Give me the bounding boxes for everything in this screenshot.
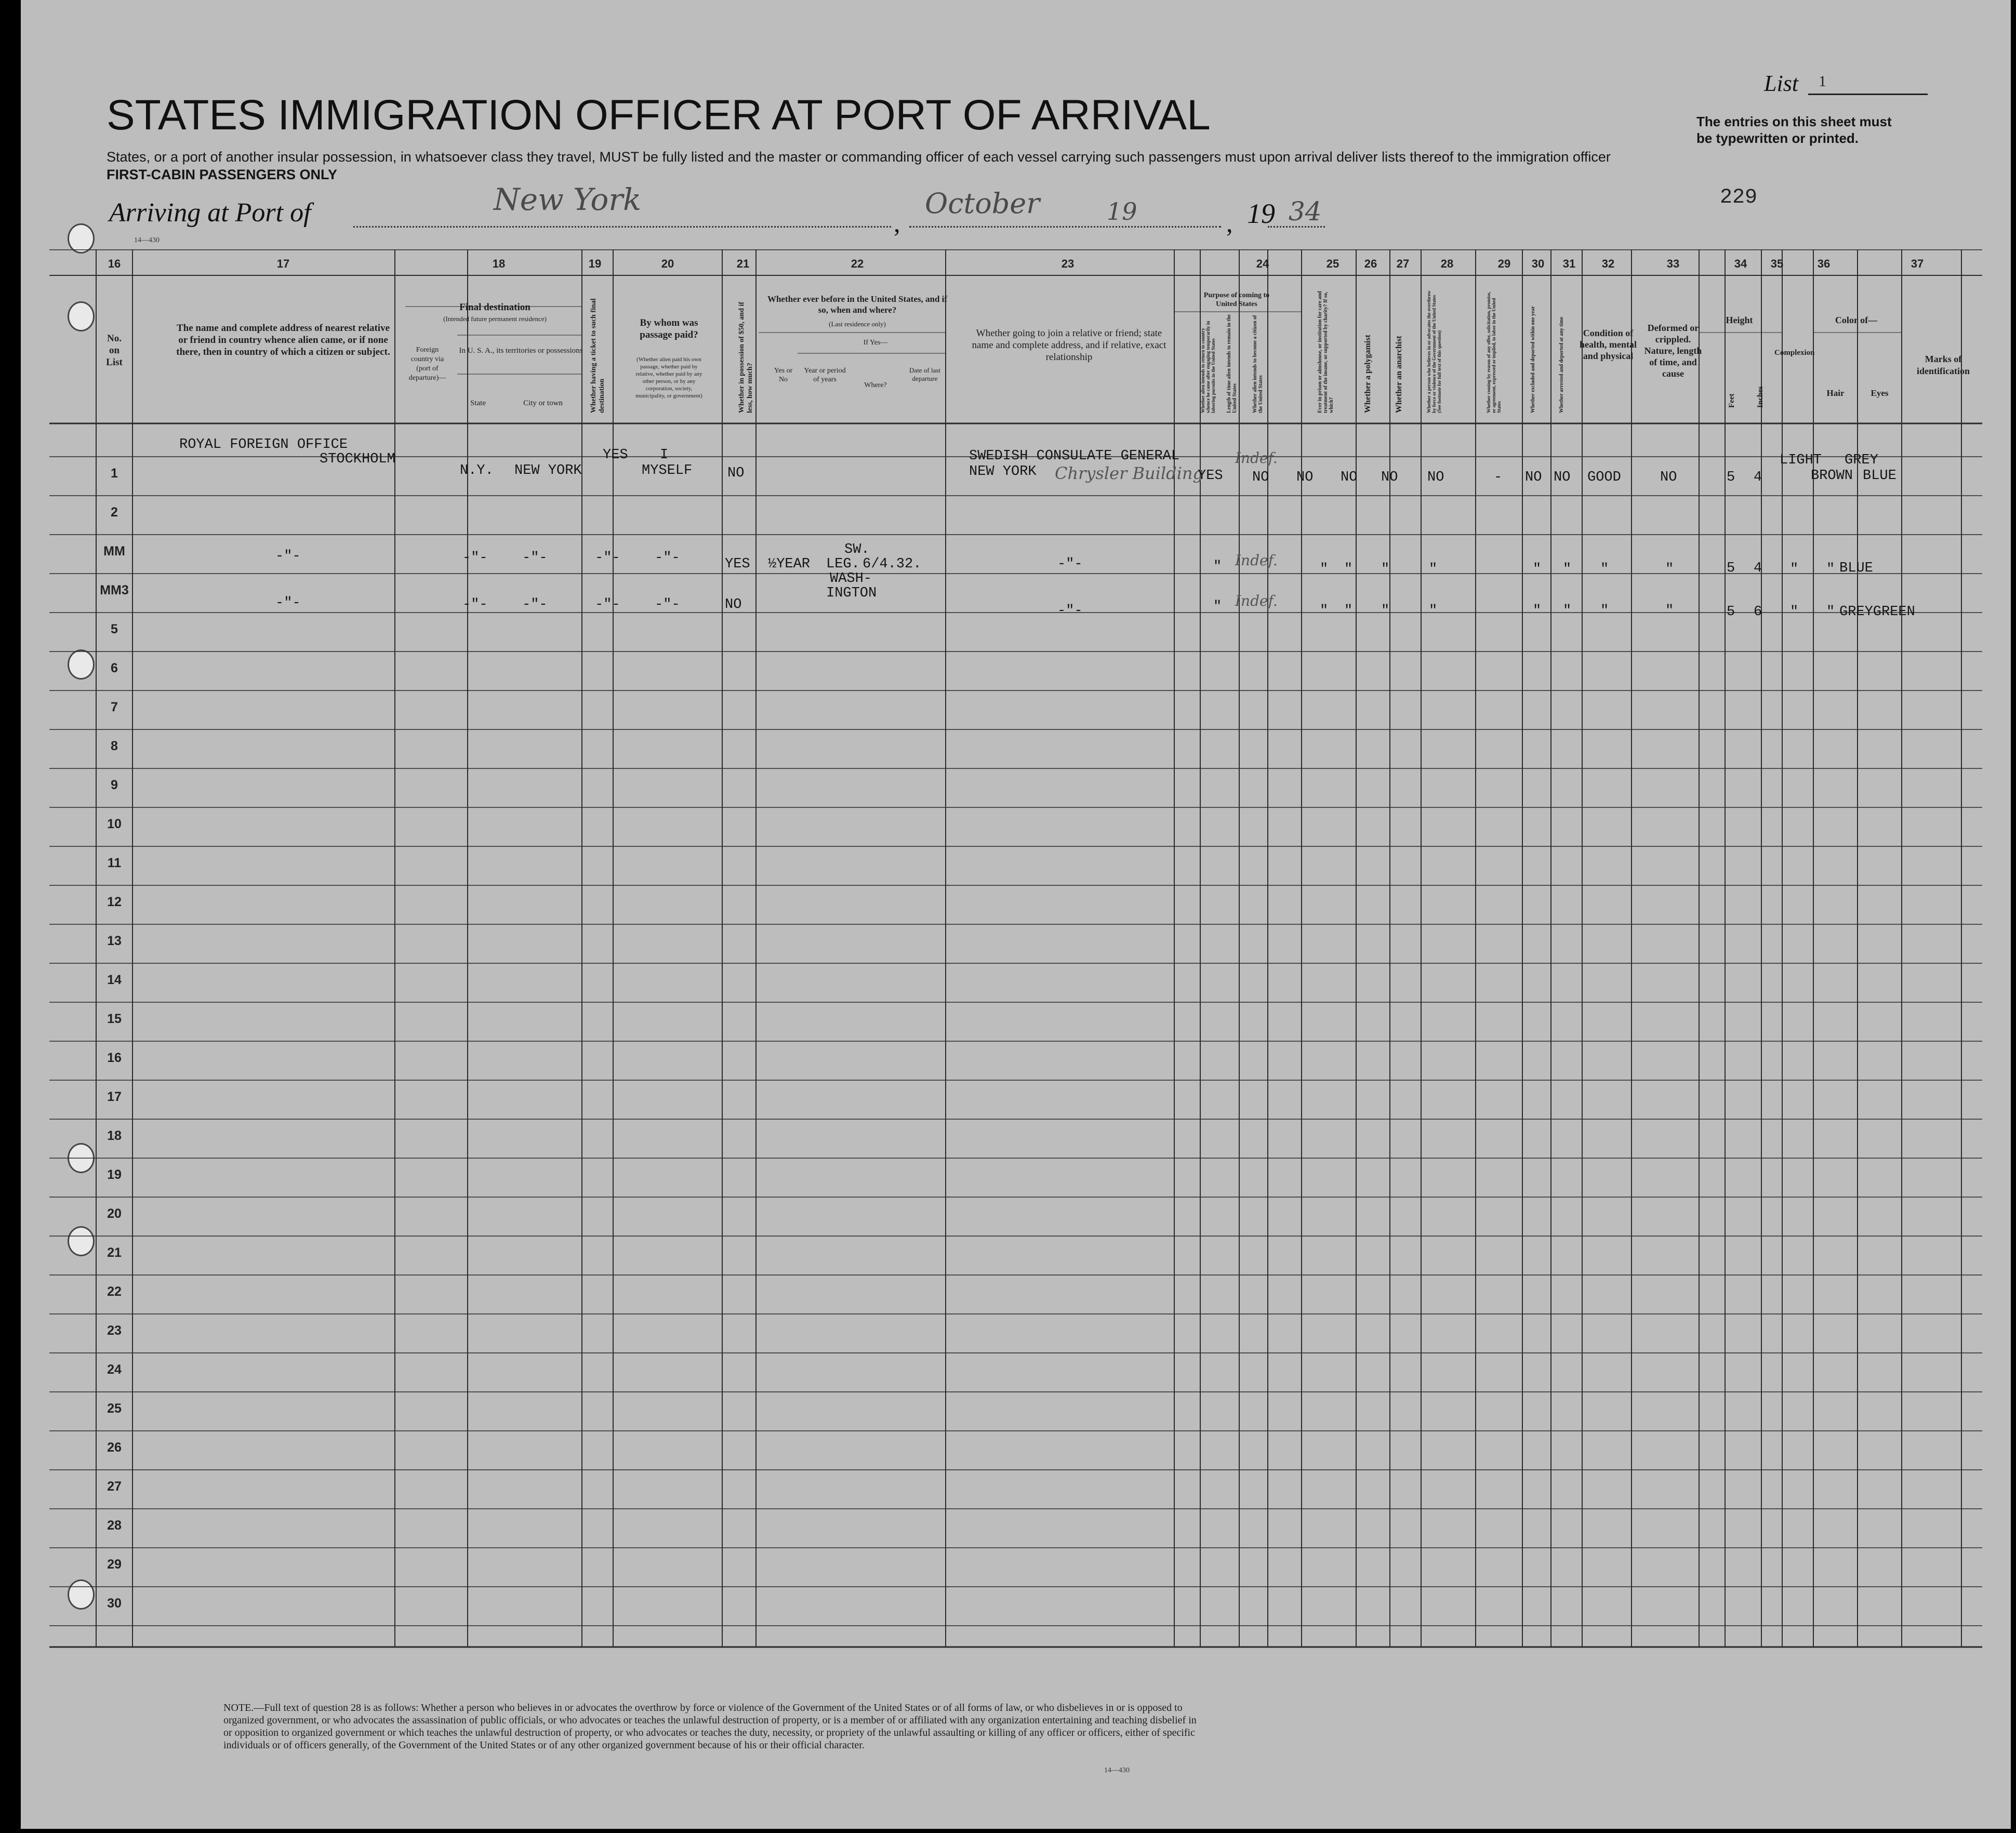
- row-number: 23: [107, 1323, 122, 1338]
- r3-year-period: ½YEAR: [768, 556, 811, 572]
- year-prefix: 19: [1247, 198, 1275, 229]
- r4-inches: 6: [1754, 604, 1762, 620]
- r3-inches: 4: [1754, 561, 1762, 576]
- column-number: 33: [1666, 257, 1680, 270]
- port-dotted-line: [353, 226, 891, 228]
- row-number: 15: [107, 1012, 122, 1026]
- column-number: 20: [661, 257, 674, 270]
- arriving-label: Arriving at Port of: [109, 198, 311, 228]
- r1-deformed: NO: [1660, 470, 1677, 485]
- header-ever-before: Whether ever before in the United States, and if so, when and where?: [767, 294, 948, 315]
- header-no-on-list: No. on List: [106, 333, 123, 368]
- r1-hair: BROWN: [1811, 468, 1853, 484]
- row-number: 14: [107, 973, 122, 987]
- r3-ditto: ": [1563, 562, 1572, 577]
- r3-intends-return: ": [1213, 559, 1222, 575]
- r4-ticket: -"-: [595, 597, 620, 613]
- header-date-departure: Date of last departure: [909, 366, 940, 382]
- r4-intends-return: ": [1213, 599, 1222, 615]
- row-number: 27: [107, 1479, 122, 1494]
- r4-ditto: ": [1563, 603, 1572, 619]
- r4-ditto: ": [1826, 604, 1835, 620]
- row-number: 8: [111, 739, 118, 753]
- month-handwritten: October: [925, 187, 1040, 220]
- header-city: City or town: [523, 399, 563, 407]
- r1-complexion: LIGHT: [1780, 453, 1822, 468]
- r1-city: NEW YORK: [514, 463, 582, 479]
- row-number: 5: [111, 622, 118, 636]
- header-polygamist: Whether a polygamist: [1363, 335, 1372, 413]
- column-number: 37: [1911, 257, 1924, 270]
- header-labor-offer: Whether coming by reason of any offer, solicitation, promise, or agreement, expressed or implied, to labor in the United States: [1486, 291, 1502, 413]
- row-number: 30: [107, 1596, 122, 1611]
- row-number: 7: [111, 700, 118, 714]
- r1-join-handwritten: Chrysler Building: [1055, 463, 1203, 483]
- r1-paid-by: I: [660, 447, 669, 463]
- r1-ticket: YES: [603, 447, 628, 463]
- row-number: MM3: [100, 583, 129, 597]
- r4-money: NO: [725, 597, 742, 613]
- page-title: STATES IMMIGRATION OFFICER AT PORT OF ARRIVAL: [107, 91, 1211, 139]
- header-marks-identification: Marks of identification: [1917, 354, 1970, 376]
- header-deformed: Deformed or crippled. Nature, length of time, and cause: [1644, 323, 1702, 379]
- footnote-question-28: NOTE.—Full text of question 28 is as follows: Whether a person who believes in or advocates the overthrow by force or violence of the Government of the United States or of all forms of law, or who disbelieves in or is opposed to organized government, or who advocates the assassination of public officials, or who advocates or teaches the unlawful destruction of property, or is a member of or affiliated with any organization entertaining and teaching disbelief in or opposition to organized government or which teaches the unlawful destruction of property, or who advocates or teaches the duty, necessity, or propriety of the unlawful assaulting or killing of any officer or officers, either of specific individuals or of officers generally, of the Government of the United States or of any other organized government because of his or their official character.: [223, 1702, 1197, 1751]
- r3-length-of-time: Indef.: [1235, 552, 1278, 569]
- header-inches: Inches: [1756, 386, 1765, 408]
- r3-ditto: ": [1826, 562, 1835, 577]
- sheet-number: 229: [1720, 186, 1758, 209]
- r1-anarchist: NO: [1381, 470, 1398, 485]
- list-label: List: [1764, 71, 1799, 96]
- header-intends-return: Whether alien intends to return to country whence he came after engaging temporarily in laboring pursuits in the United States: [1200, 321, 1216, 413]
- column-number: 24: [1256, 257, 1269, 270]
- row-number: 24: [107, 1362, 122, 1377]
- header-arrested: Whether arrested and deported at any time: [1559, 316, 1564, 413]
- r1-intends-return: YES: [1198, 468, 1223, 484]
- r3-ditto: ": [1533, 562, 1542, 577]
- header-hair: Hair: [1826, 388, 1845, 398]
- header-yes-or-no: Yes or No: [774, 367, 793, 383]
- column-number: 29: [1497, 257, 1511, 270]
- row-number: 13: [107, 934, 122, 948]
- r3-ditto: ": [1790, 562, 1799, 577]
- r3-ditto: ": [1665, 562, 1674, 577]
- r1-inches: 4: [1754, 470, 1762, 485]
- r1-relative-line1: ROYAL FOREIGN OFFICE: [179, 437, 348, 453]
- header-passage-paid: By whom was passage paid?: [640, 317, 698, 340]
- r1-excluded: NO: [1525, 470, 1542, 485]
- intro-line-first-cabin: FIRST-CABIN PASSENGERS ONLY: [107, 167, 338, 182]
- r1-health: GOOD: [1587, 470, 1621, 485]
- form-code: 14—430: [134, 236, 160, 244]
- r1-polygamist: NO: [1341, 470, 1358, 485]
- list-number: 1: [1819, 73, 1826, 90]
- row-number: 29: [107, 1557, 122, 1572]
- r1-citizen: NO: [1252, 470, 1269, 485]
- r4-ditto: ": [1320, 603, 1329, 619]
- header-foreign-country: Foreign country via (port of departure)—: [408, 346, 446, 382]
- r4-state: -"-: [462, 597, 488, 613]
- header-ever-before-note: (Last residence only): [829, 320, 886, 328]
- r3-where: WASH-: [830, 571, 872, 587]
- header-overthrow: Whether a person who believes in or advocates the overthrow by force or violence of the Government of the United States (See footnote for full text of this question): [1426, 290, 1442, 413]
- header-health: Condition of health, mental and physical: [1580, 328, 1637, 361]
- column-number: 31: [1562, 257, 1576, 270]
- r1-feet: 5: [1727, 470, 1735, 485]
- header-eyes: Eyes: [1871, 388, 1889, 398]
- header-feet: Feet: [1728, 393, 1736, 408]
- intro-line: States, or a port of another insular possession, in whatsoever class they travel, MUST be fully listed and the master or commanding officer of each vessel carrying such passengers must upon arrival deliver lists thereof to the immigration officer: [107, 149, 1611, 165]
- header-color-of: Color of—: [1835, 315, 1878, 325]
- r1-eyes: BLUE: [1863, 468, 1896, 484]
- row-number: 28: [107, 1518, 122, 1533]
- header-if-yes: If Yes—: [863, 339, 888, 347]
- r3-ditto: ": [1429, 562, 1438, 577]
- form-code: 14—430: [1104, 1766, 1130, 1774]
- r4-eyes: GREYGREEN: [1839, 604, 1915, 620]
- column-number: 25: [1326, 257, 1339, 270]
- r3-ditto: ": [1600, 562, 1609, 577]
- day-handwritten: 19: [1107, 197, 1137, 225]
- r1-relative-line2: STOCKHOLM: [320, 451, 395, 467]
- header-passage-paid-note: (Whether alien paid his own passage, whether paid by relative, whether paid by any other person, or by any corporation, society, municipality, or government): [635, 356, 702, 399]
- column-number: 32: [1601, 257, 1615, 270]
- column-number: 30: [1531, 257, 1545, 270]
- row-number: 6: [111, 661, 118, 675]
- row-number: 26: [107, 1440, 122, 1455]
- r3-where: SW.: [844, 542, 870, 557]
- header-anarchist: Whether an anarchist: [1395, 336, 1403, 413]
- row-number: 19: [107, 1167, 122, 1182]
- r3-ditto: ": [1344, 562, 1353, 577]
- r4-length-of-time: Indef.: [1235, 592, 1278, 609]
- r1-join-line1: SWEDISH CONSULATE GENERAL: [969, 448, 1180, 464]
- r3-where: INGTON: [826, 586, 877, 601]
- r1-prison: NO: [1296, 470, 1314, 485]
- r4-city: -"-: [522, 597, 548, 613]
- r3-feet: 5: [1727, 561, 1735, 576]
- r1-paid-by: MYSELF: [642, 463, 693, 479]
- r1-join-line2: NEW YORK: [969, 464, 1037, 480]
- r4-feet: 5: [1727, 604, 1735, 620]
- column-number: 22: [851, 257, 864, 270]
- r4-paid-by: -"-: [655, 597, 680, 613]
- column-number: 28: [1440, 257, 1454, 270]
- r1-hair-grey: GREY: [1845, 453, 1878, 468]
- row-number: MM: [103, 544, 125, 559]
- r3-state: -"-: [462, 550, 488, 566]
- row-number: 12: [107, 895, 122, 909]
- r1-length-of-time: Indef.: [1235, 449, 1278, 467]
- header-year-period: Year or period of years: [804, 367, 846, 383]
- column-number: 26: [1364, 257, 1377, 270]
- r3-city: -"-: [522, 550, 548, 566]
- row-number: 2: [111, 505, 118, 520]
- row-number: 11: [107, 856, 122, 870]
- row-number: 16: [107, 1051, 122, 1065]
- header-ticket: Whether having a ticket to such final destination: [590, 298, 606, 413]
- r4-ditto: ": [1381, 603, 1390, 619]
- comma-separator: ,: [894, 208, 900, 237]
- column-number: 21: [736, 257, 750, 270]
- header-complexion: Complexion: [1774, 349, 1815, 357]
- r3-date-departure: 6/4.32.: [863, 556, 922, 572]
- column-number: 16: [108, 257, 121, 270]
- r1-arrested: NO: [1554, 470, 1571, 485]
- r3-join: -"-: [1057, 556, 1083, 572]
- r3-money: YES: [725, 556, 750, 572]
- row-number: 9: [111, 778, 118, 792]
- row-number: 18: [107, 1128, 122, 1143]
- r4-ditto: ": [1429, 603, 1438, 619]
- header-where: Where?: [864, 381, 887, 389]
- header-excluded: Whether excluded and deported within one year: [1530, 306, 1536, 413]
- header-become-citizen: Whether alien intends to become a citizen of the United States: [1252, 315, 1264, 413]
- r4-join: -"-: [1057, 603, 1083, 619]
- r4-ditto: ": [1665, 603, 1674, 619]
- column-number: 34: [1734, 257, 1747, 270]
- r1-labor-offer: -: [1494, 470, 1503, 485]
- r4-ditto: ": [1344, 603, 1353, 619]
- header-in-usa: In U. S. A., its territories or possessions: [459, 347, 583, 355]
- row-number: 17: [107, 1090, 122, 1104]
- header-purpose: Purpose of coming to United States: [1203, 291, 1270, 308]
- r4-ditto: ": [1600, 603, 1609, 619]
- column-number: 23: [1061, 257, 1075, 270]
- r4-ditto: ": [1790, 604, 1799, 620]
- header-final-destination-note: (Intended future permanent residence): [443, 315, 547, 323]
- comma-separator: ,: [1226, 208, 1233, 237]
- r1-money: NO: [727, 466, 745, 481]
- header-final-destination: Final destination: [459, 302, 530, 313]
- year-handwritten: 34: [1289, 196, 1322, 227]
- r3-paid-by: -"-: [655, 550, 680, 566]
- r3-where: LEG.: [826, 556, 860, 572]
- row-number: 1: [111, 466, 118, 481]
- header-join-relative: Whether going to join a relative or friend; state name and complete address, and if relative, exact relationship: [972, 328, 1166, 363]
- r3-ditto: ": [1320, 562, 1329, 577]
- row-number: 20: [107, 1206, 122, 1221]
- r3-relative: -"-: [275, 549, 301, 564]
- column-number: 35: [1770, 257, 1784, 270]
- r3-ditto: ": [1381, 562, 1390, 577]
- column-number: 18: [492, 257, 506, 270]
- column-number: 19: [588, 257, 602, 270]
- header-nearest-relative: The name and complete address of nearest relative or friend in country whence alien came, or if none there, then in country of which a citizen or subject.: [176, 323, 390, 357]
- row-number: 10: [107, 817, 122, 831]
- intro-text: [107, 148, 1611, 183]
- column-number: 27: [1396, 257, 1410, 270]
- port-handwritten: New York: [494, 182, 642, 217]
- column-number: 17: [276, 257, 290, 270]
- header-length-of-time: Length of time alien intends to remain in the United States: [1226, 314, 1238, 413]
- header-fifty-dollars: Whether in possession of $50, and if less, how much?: [738, 301, 754, 413]
- r3-eyes: BLUE: [1839, 561, 1873, 576]
- row-number: 22: [107, 1284, 122, 1299]
- column-number: 36: [1817, 257, 1831, 270]
- header-prison: Ever in prison or almshouse, or institution for care and treatment of the insane, or supported by charity? If so, which?: [1317, 291, 1334, 413]
- manifest-sheet: [21, 0, 2011, 1829]
- r4-relative: -"-: [275, 595, 301, 611]
- r4-ditto: ": [1533, 603, 1542, 619]
- list-underline: [1808, 94, 1928, 95]
- r3-ticket: -"-: [595, 550, 620, 566]
- header-state: State: [470, 399, 486, 407]
- r1-overthrow: NO: [1427, 470, 1444, 485]
- row-number: 25: [107, 1401, 122, 1416]
- manifest-table: [49, 249, 1982, 1663]
- header-height: Height: [1726, 315, 1753, 325]
- r1-state: N.Y.: [460, 463, 494, 479]
- row-number: 21: [107, 1245, 122, 1260]
- date-dotted-line: [909, 226, 1221, 228]
- typewritten-instruction: The entries on this sheet must be typewritten or printed.: [1696, 114, 1892, 146]
